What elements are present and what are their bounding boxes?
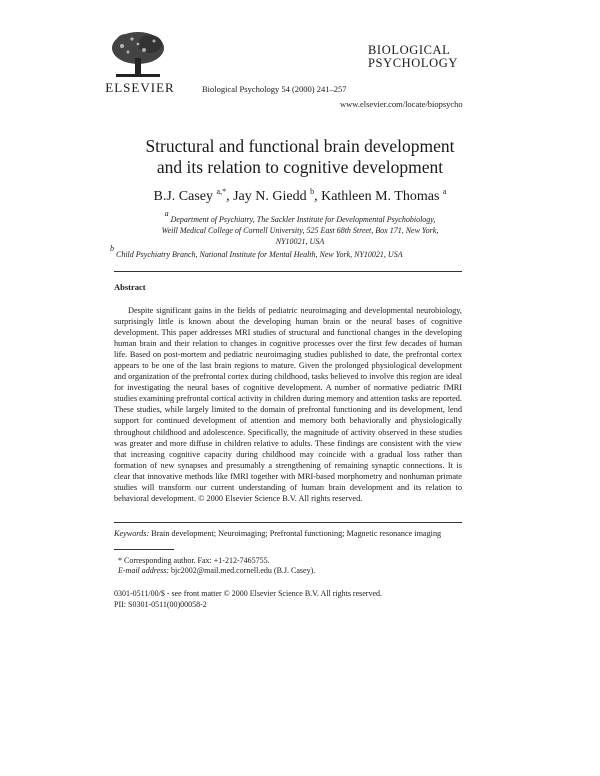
title-line-2: and its relation to cognitive development [156, 157, 444, 177]
keywords [114, 529, 462, 538]
footnote-divider [114, 549, 174, 550]
email-label: E-mail address: [118, 566, 170, 575]
journal-name-line1: BIOLOGICAL [368, 43, 451, 57]
affiliation-line: NY10021, USA [275, 237, 325, 246]
affiliation-label: a [164, 209, 169, 218]
affiliation-line: Weill Medical College of Cornell University, 525 East 68th Street, Box 171, New York, [161, 226, 439, 235]
title-line-1: Structural and functional brain development [145, 136, 455, 156]
divider [114, 522, 462, 523]
abstract-text: Despite significant gains in the fields of pediatric neuroimaging and developmental neurobiology, surprisingly little is known about the developing human brain or the neural bases of cognitive development. This paper addresses MRI studies of structural and functional changes in the developing human brain and their relation to changes in cognitive processes over the first few decades of human life. Based on post-mortem and pediatric neuroimaging studies published to date, the prefrontal cortex appears to be one of the last brain regions to mature. Given the prolonged physiological development and organization of the prefrontal cortex during childhood, tasks believed to involve this region are ideal for investigating the neural bases of cognitive development. A number of normative pediatric fMRI studies examining prefrontal cortical activity in children during memory and attention tasks are reported. These studies, while largely limited to the domain of prefrontal functioning and its development, lend support for continued development of attention and memory both behaviorally and physiologically throughout childhood and adolescence. Specifically, the magnitude of activity observed in these studies was greater and more diffuse in children relative to adults. These findings are consistent with the view that increasing cognitive capacity during childhood may coincide with a gradual loss rather than formation of new synapses and presumably a strengthening of remaining synaptic connections. It is clear that innovative methods like fMRI together with MRI-based morphometry and nonhuman primate studies will transform our current understanding of human brain development and its relation to behavioral development. © 2000 Elsevier Science B.V. All rights reserved. [114, 306, 462, 503]
author-name: Jay N. Giedd [233, 189, 307, 204]
keywords-text: Brain development; Neuroimaging; Prefrontal functioning; Magnetic resonance imaging [151, 529, 442, 538]
author-affiliation-mark: b [310, 187, 315, 196]
affiliation-a [105, 208, 495, 247]
author-list: B.J. Casey $^{a,*}$, Jay N. Giedd $^b$, Kathleen M. Thomas $^a$ [153, 187, 447, 204]
copyright-line: 0301-0511/00/$ - see front matter © 2000 Elsevier Science B.V. All rights reserved. [114, 589, 383, 598]
divider [114, 271, 462, 272]
keywords-label: Keywords: [114, 529, 150, 538]
author-affiliation-mark: a [442, 187, 447, 196]
author-name: B.J. Casey [153, 189, 214, 204]
author-name: Kathleen M. Thomas [321, 189, 440, 204]
journal-name [368, 44, 458, 70]
affiliation-line: Child Psychiatry Branch, National Institute for Mental Health, New York, NY10021, USA [116, 250, 403, 259]
pii-line: PII: S0301-0511(00)00058-2 [114, 600, 207, 609]
journal-url[interactable]: www.elsevier.com/locate/biopsycho [340, 99, 463, 109]
journal-name-line2: PSYCHOLOGY [368, 56, 459, 70]
article-title [0, 136, 600, 178]
email-address[interactable]: bjc2002@mail.med.cornell.edu (B.J. Casey). [171, 566, 316, 575]
affiliation-b [110, 243, 500, 260]
tree-icon [108, 30, 168, 82]
abstract-heading: Abstract [114, 282, 146, 292]
affiliation-label: b [110, 244, 114, 253]
citation: Biological Psychology 54 (2000) 241–257 [202, 84, 347, 94]
publisher-name: ELSEVIER [105, 80, 175, 95]
author-affiliation-mark: a,* [216, 187, 227, 196]
email-footnote [118, 566, 315, 575]
corresponding-author-footnote: * Corresponding author. Fax: +1-212-7465755. [118, 556, 270, 565]
affiliation-line: Department of Psychiatry, The Sackler Institute for Developmental Psychobiology, [170, 215, 436, 224]
